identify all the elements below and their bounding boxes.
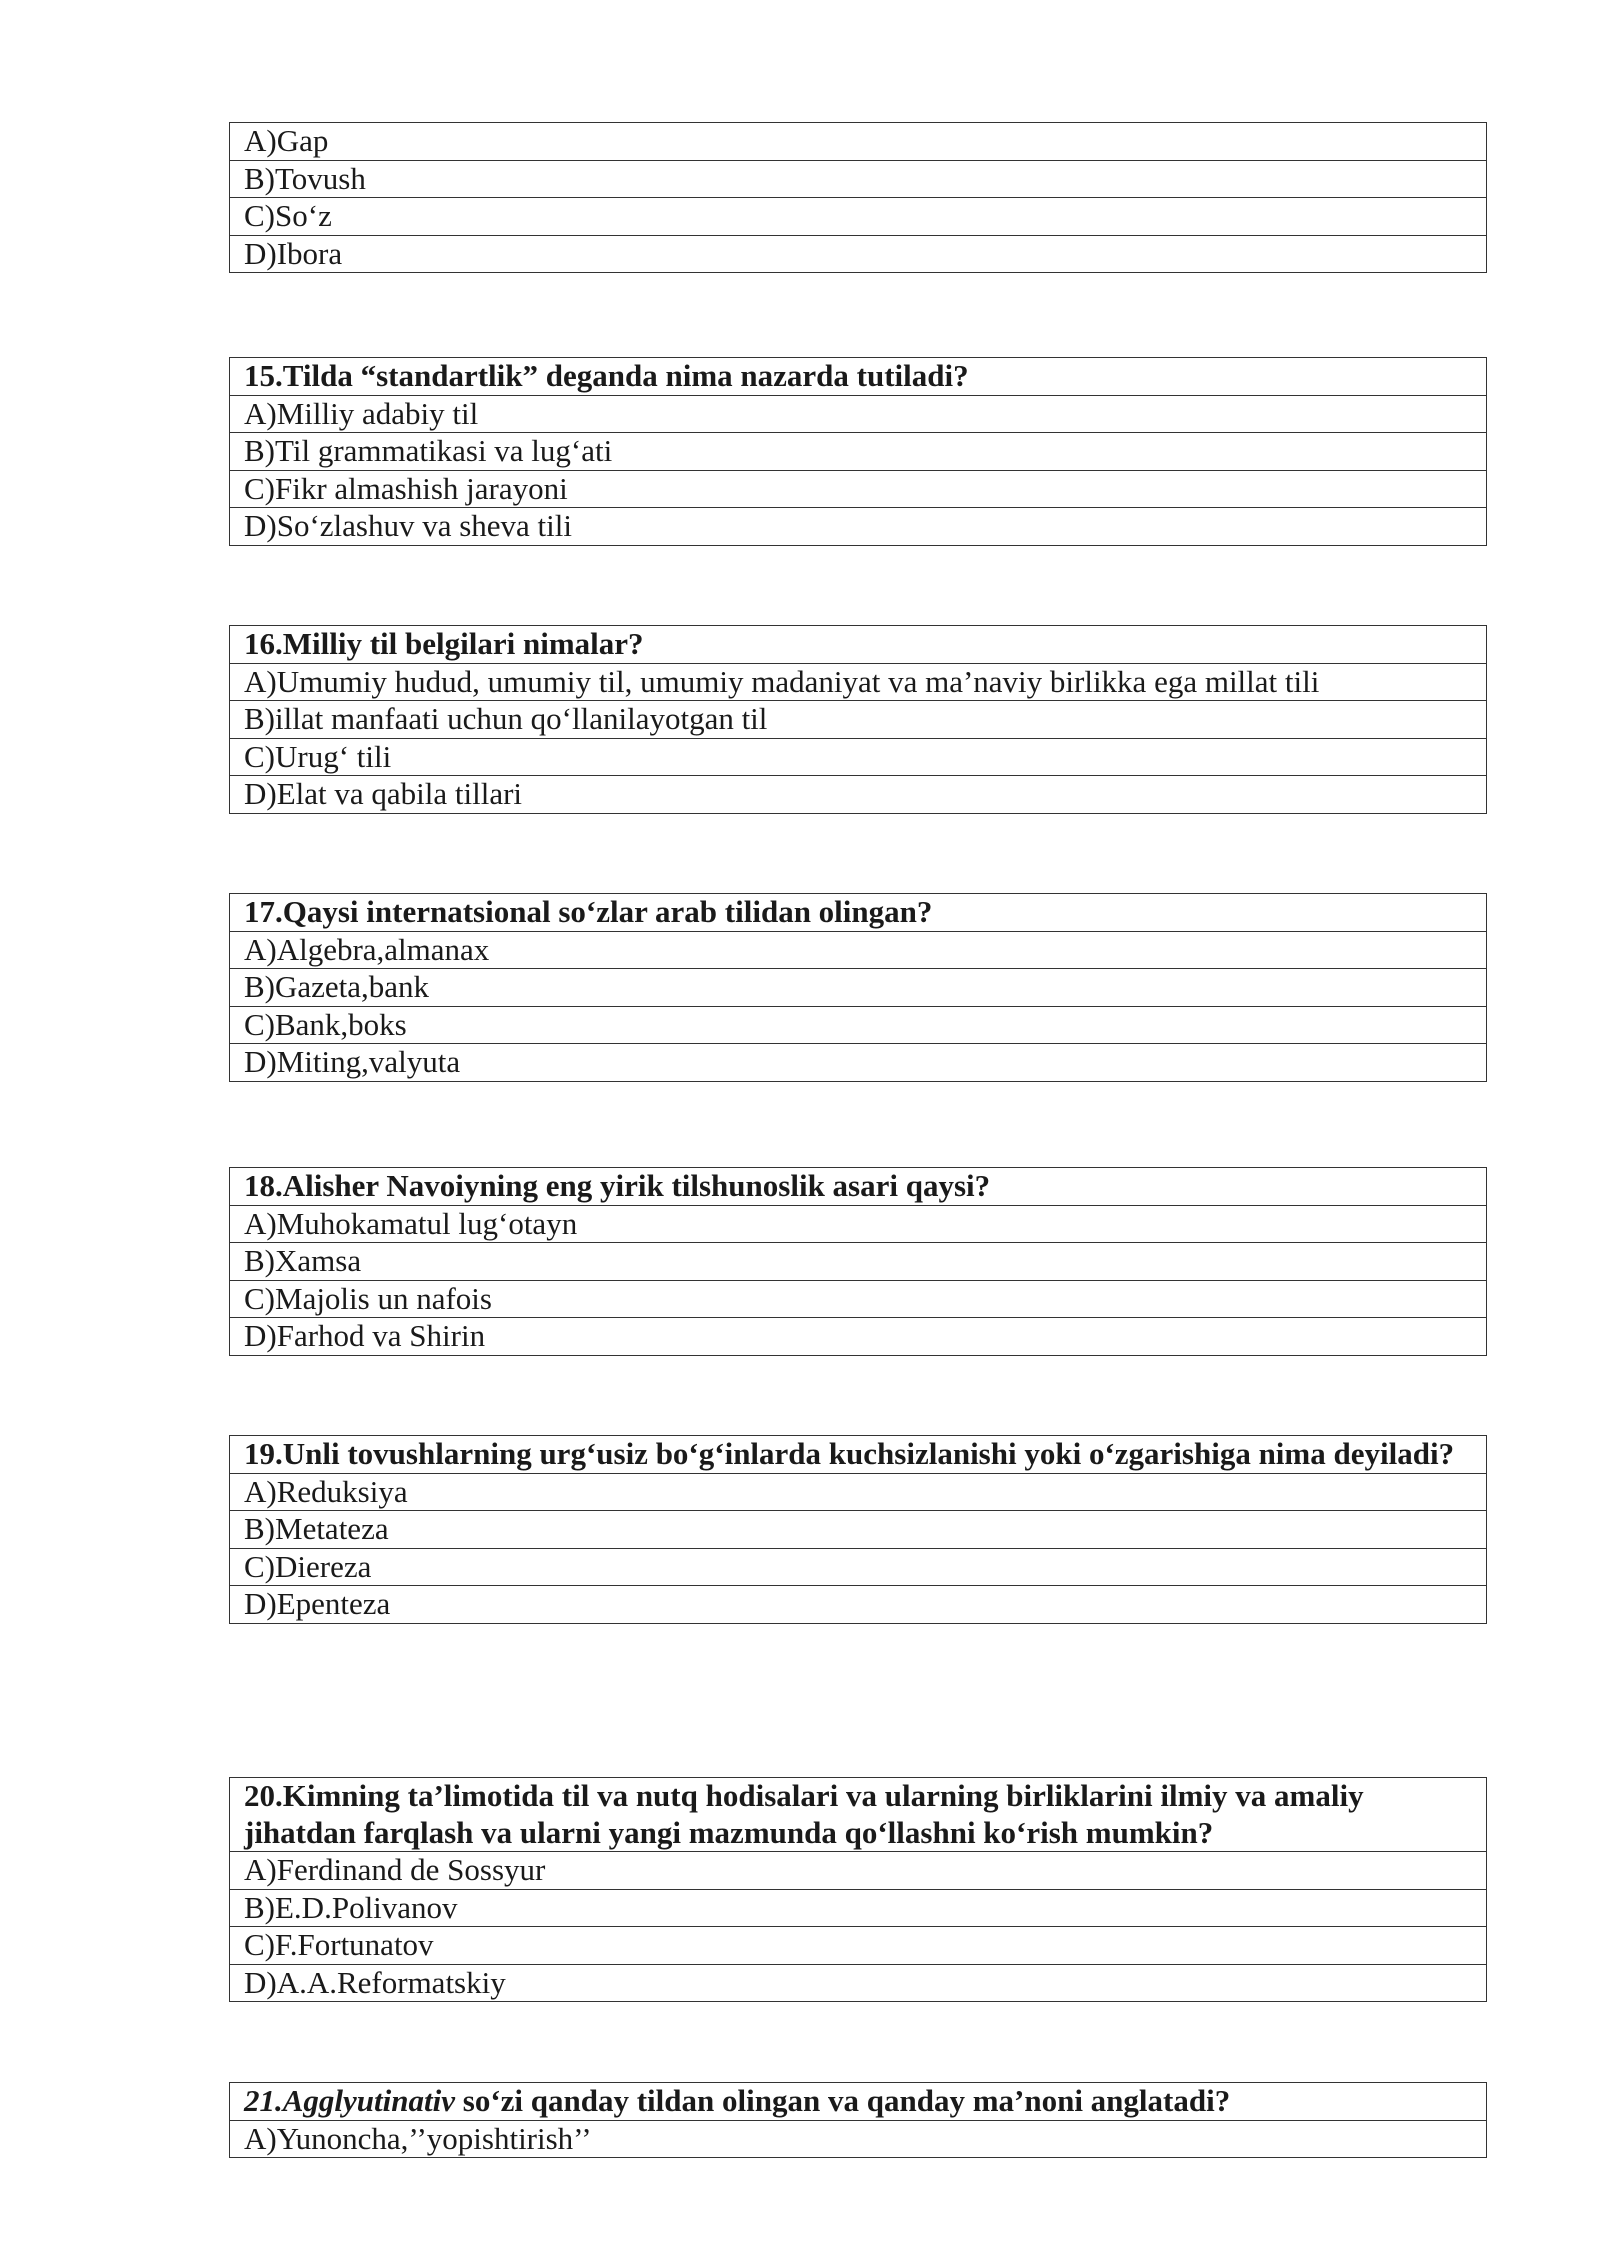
question-block-15: [229, 357, 1487, 546]
option-a[interactable]: A)Yunoncha,’’yopishtirish’’: [230, 2120, 1486, 2158]
option-c[interactable]: C)So‘z: [230, 197, 1486, 235]
option-b[interactable]: B)Til grammatikasi va lug‘ati: [230, 432, 1486, 470]
option-a[interactable]: A)Muhokamatul lug‘otayn: [230, 1205, 1486, 1243]
question-text: 16.Milliy til belgilari nimalar?: [244, 626, 644, 661]
question-text: 20.Kimning ta’limotida til va nutq hodisalari va ularning birliklarini ilmiy va amaliy jihatdan farqlash va ularni yangi mazmunda qo‘llashni ko‘rish mumkin?: [244, 1778, 1364, 1850]
option-d[interactable]: D)Ibora: [230, 235, 1486, 273]
option-b[interactable]: B)illat manfaati uchun qo‘llanilayotgan til: [230, 700, 1486, 738]
option-c[interactable]: C)Majolis un nafois: [230, 1280, 1486, 1318]
option-c[interactable]: C)Urug‘ tili: [230, 738, 1486, 776]
question-text: 15.Tilda “standartlik” deganda nima nazarda tutiladi?: [244, 358, 969, 393]
question-text: [230, 2083, 1486, 2120]
question-text: 19.Unli tovushlarning urg‘usiz bo‘g‘inlarda kuchsizlanishi yoki o‘zgarishiga nima deyiladi?: [244, 1436, 1455, 1471]
question-text: 18.Alisher Navoiyning eng yirik tilshunoslik asari qaysi?: [244, 1168, 991, 1203]
option-a[interactable]: A)Algebra,almanax: [230, 931, 1486, 969]
option-d[interactable]: D)Elat va qabila tillari: [230, 775, 1486, 813]
option-a[interactable]: A)Umumiy hudud, umumiy til, umumiy madaniyat va ma’naviy birlikka ega millat tili: [230, 663, 1486, 701]
option-b[interactable]: B)Metateza: [230, 1510, 1486, 1548]
option-c[interactable]: C)F.Fortunatov: [230, 1926, 1486, 1964]
question-block-20: [229, 1777, 1487, 2002]
option-a[interactable]: A)Gap: [244, 123, 329, 158]
option-d[interactable]: D)A.A.Reformatskiy: [230, 1964, 1486, 2002]
question-block-19: [229, 1435, 1487, 1624]
option-b[interactable]: B)Xamsa: [230, 1242, 1486, 1280]
option-b[interactable]: B)Tovush: [230, 160, 1486, 198]
question-term: 21.Agglyutinativ: [244, 2083, 455, 2118]
question-block-14: [229, 122, 1487, 273]
option-d[interactable]: D)Farhod va Shirin: [230, 1317, 1486, 1355]
option-d[interactable]: D)So‘zlashuv va sheva tili: [230, 507, 1486, 545]
option-c[interactable]: C)Diereza: [230, 1548, 1486, 1586]
question-rest: so‘zi qanday tildan olingan va qanday ma’noni anglatadi?: [455, 2083, 1231, 2118]
option-a[interactable]: A)Reduksiya: [230, 1473, 1486, 1511]
option-a[interactable]: A)Ferdinand de Sossyur: [230, 1851, 1486, 1889]
question-block-21: [229, 2082, 1487, 2158]
question-block-17: [229, 893, 1487, 1082]
option-c[interactable]: C)Fikr almashish jarayoni: [230, 470, 1486, 508]
question-block-16: [229, 625, 1487, 814]
option-d[interactable]: D)Epenteza: [230, 1585, 1486, 1623]
option-b[interactable]: B)E.D.Polivanov: [230, 1889, 1486, 1927]
question-block-18: [229, 1167, 1487, 1356]
option-c[interactable]: C)Bank,boks: [230, 1006, 1486, 1044]
option-d[interactable]: D)Miting,valyuta: [230, 1043, 1486, 1081]
option-b[interactable]: B)Gazeta,bank: [230, 968, 1486, 1006]
question-text: 17.Qaysi internatsional so‘zlar arab tilidan olingan?: [244, 894, 933, 929]
option-a[interactable]: A)Milliy adabiy til: [230, 395, 1486, 433]
